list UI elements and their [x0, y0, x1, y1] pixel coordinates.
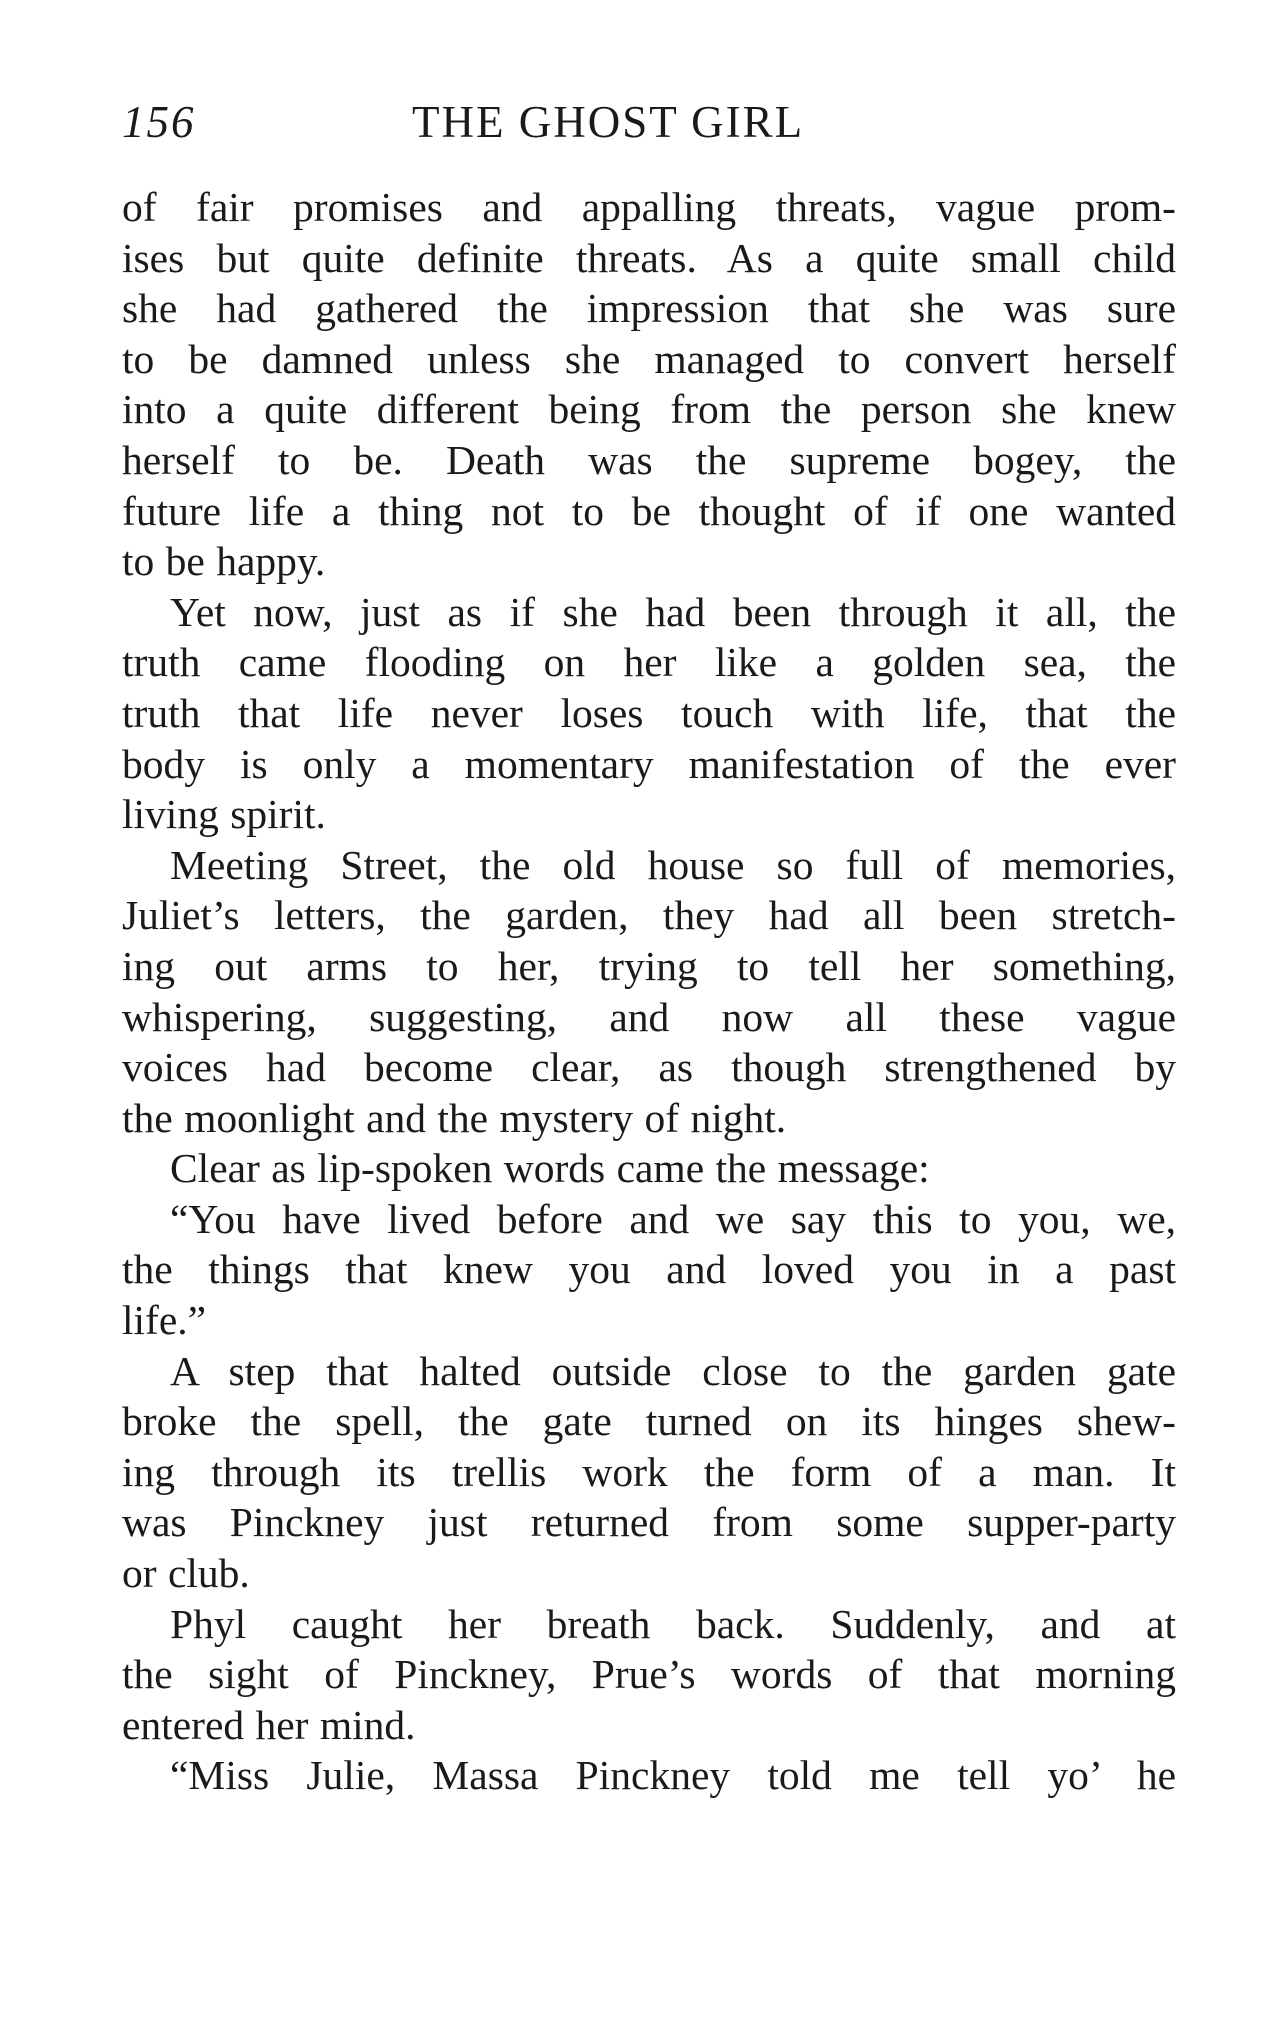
text-line: the things that knew you and loved you in a past	[122, 1246, 1176, 1293]
text-line: Meeting Street, the old house so full of memories,	[170, 841, 1176, 888]
text-line: entered her mind.	[122, 1701, 416, 1748]
paragraph	[122, 587, 1176, 840]
text-line: ing through its trellis work the form of a man. It	[122, 1448, 1176, 1495]
text-line: Phyl caught her breath back. Suddenly, and at	[170, 1600, 1176, 1647]
text-line: future life a thing not to be thought of if one wanted	[122, 487, 1176, 534]
text-line: to be damned unless she managed to convert herself	[122, 335, 1176, 382]
text-line: living spirit.	[122, 791, 326, 838]
text-line: “Miss Julie, Massa Pinckney told me tell yo’ he	[170, 1752, 1176, 1799]
text-line: Yet now, just as if she had been through it all, the	[170, 588, 1176, 635]
text-line: whispering, suggesting, and now all these vague	[122, 993, 1176, 1040]
text-line: or club.	[122, 1550, 250, 1597]
text-line: “You have lived before and we say this to you, we,	[170, 1195, 1176, 1242]
text-line: she had gathered the impression that she was sure	[122, 285, 1176, 332]
body-text	[122, 182, 1176, 1801]
text-line: A step that halted outside close to the garden gate	[170, 1347, 1176, 1394]
text-line: Clear as lip-spoken words came the message:	[170, 1145, 930, 1192]
text-line: the moonlight and the mystery of night.	[122, 1094, 787, 1141]
paragraph	[122, 1750, 1176, 1801]
running-head	[122, 96, 1176, 156]
paragraph	[122, 840, 1176, 1144]
page-number: 156	[122, 97, 196, 147]
text-line: of fair promises and appalling threats, vague prom-	[122, 184, 1176, 230]
text-line: broke the spell, the gate turned on its hinges shew-	[122, 1398, 1176, 1445]
paragraph	[122, 182, 1176, 587]
text-line: ing out arms to her, trying to tell her something,	[122, 942, 1176, 989]
paragraph	[122, 1599, 1176, 1751]
text-line: to be happy.	[122, 538, 326, 585]
book-page	[122, 96, 1176, 1801]
text-line: truth that life never loses touch with life, that the	[122, 689, 1176, 736]
text-line: voices had become clear, as though strengthened by	[122, 1044, 1176, 1091]
text-line: life.”	[122, 1297, 207, 1344]
text-line: into a quite different being from the person she knew	[122, 386, 1176, 433]
text-line: was Pinckney just returned from some supper-party	[122, 1499, 1176, 1546]
text-line: Juliet’s letters, the garden, they had all been stretch-	[122, 892, 1176, 939]
text-line: body is only a momentary manifestation of the ever	[122, 740, 1176, 787]
text-line: herself to be. Death was the supreme bogey, the	[122, 436, 1176, 483]
text-line: truth came flooding on her like a golden sea, the	[122, 639, 1176, 686]
text-line: ises but quite definite threats. As a quite small child	[122, 234, 1176, 281]
text-line: the sight of Pinckney, Prue’s words of that morning	[122, 1651, 1176, 1698]
paragraph	[122, 1194, 1176, 1346]
book-title: THE GHOST GIRL	[412, 97, 805, 147]
paragraph	[122, 1143, 1176, 1194]
paragraph	[122, 1346, 1176, 1599]
